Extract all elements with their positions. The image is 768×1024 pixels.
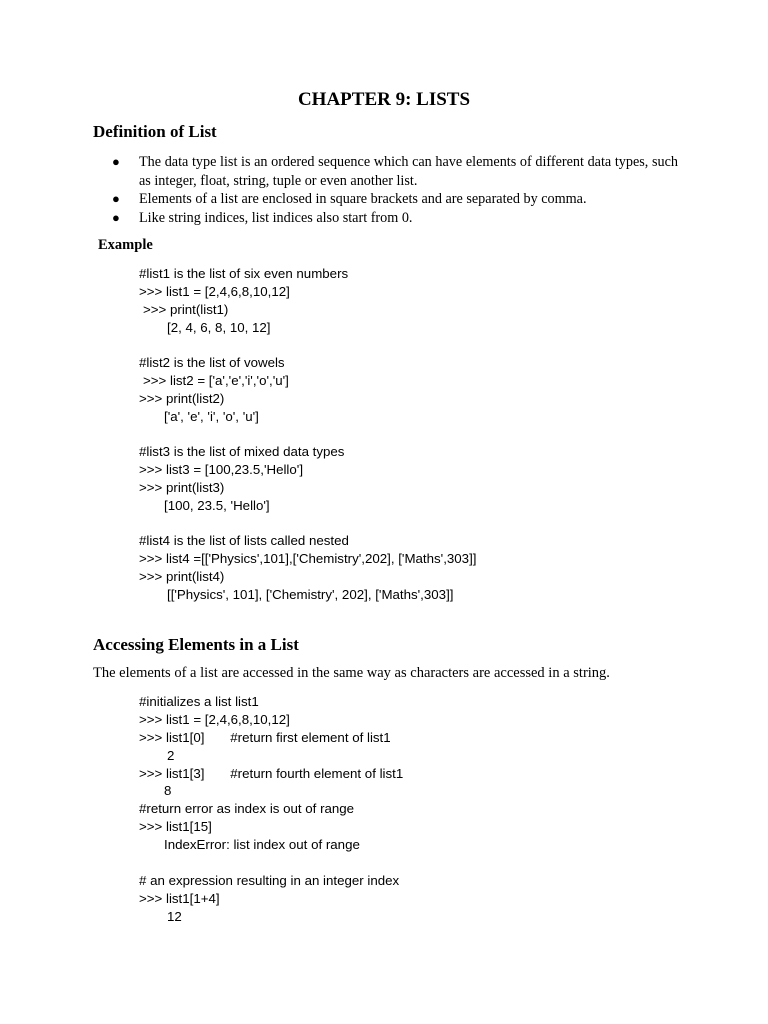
section-heading-definition: Definition of List xyxy=(93,122,217,141)
code-output: [['Physics', 101], ['Chemistry', 202], ['Maths',303]] xyxy=(167,587,454,602)
code-output: 8 xyxy=(164,783,172,798)
code-line: >>> list1[1+4] xyxy=(139,891,220,906)
code-line: >>> list1[15] xyxy=(139,819,212,834)
code-output: [2, 4, 6, 8, 10, 12] xyxy=(167,320,271,335)
bullet-icon: ● xyxy=(112,209,120,225)
bullet-icon: ● xyxy=(112,191,120,207)
code-comment: # an expression resulting in an integer index xyxy=(139,873,400,888)
code-output: 2 xyxy=(167,748,175,763)
bullet-item: ● Elements of a list are enclosed in square brackets and are separated by comma. xyxy=(112,191,587,208)
code-line: >>> print(list4) xyxy=(139,569,225,584)
code-comment: #return error as index is out of range xyxy=(139,801,355,816)
code-output: [100, 23.5, 'Hello'] xyxy=(164,498,270,513)
chapter-title: CHAPTER 9: LISTS xyxy=(297,89,471,110)
example-label: Example xyxy=(98,237,153,253)
code-output: IndexError: list index out of range xyxy=(164,837,360,852)
code-line: >>> list1[3] #return fourth element of list1 xyxy=(139,766,404,781)
code-line: >>> list3 = [100,23.5,'Hello'] xyxy=(139,462,304,477)
code-comment: #list4 is the list of lists called nested xyxy=(139,533,349,548)
code-comment: #list3 is the list of mixed data types xyxy=(139,444,345,459)
code-line: >>> print(list3) xyxy=(139,480,225,495)
code-line: >>> list1 = [2,4,6,8,10,12] xyxy=(139,712,290,727)
section-heading-accessing: Accessing Elements in a List xyxy=(93,635,299,654)
code-line: >>> list2 = ['a','e','i','o','u'] xyxy=(143,373,289,388)
code-line: >>> list1[0] #return first element of list1 xyxy=(139,730,391,745)
bullet-item: ● Like string indices, list indices also start from 0. xyxy=(112,209,413,226)
bullet-icon: ● xyxy=(112,154,120,169)
code-comment: #list2 is the list of vowels xyxy=(139,355,285,370)
code-comment: #list1 is the list of six even numbers xyxy=(139,266,349,281)
code-line: >>> print(list2) xyxy=(139,391,225,406)
code-line: >>> list1 = [2,4,6,8,10,12] xyxy=(139,284,290,299)
code-output: 12 xyxy=(167,909,182,924)
code-line: >>> list4 =[['Physics',101],['Chemistry',202], ['Maths',303]] xyxy=(139,551,477,566)
code-line: >>> print(list1) xyxy=(143,302,229,317)
section-paragraph: The elements of a list are accessed in the same way as characters are accessed in a string. xyxy=(93,665,610,681)
code-output: ['a', 'e', 'i', 'o', 'u'] xyxy=(164,409,259,424)
bullet-item: ● The data type list is an ordered sequence which can have elements of different data types, such as integer, float, string, tuple or even another list. xyxy=(112,154,678,189)
definition-bullet-list xyxy=(112,153,678,227)
code-comment: #initializes a list list1 xyxy=(139,694,259,709)
